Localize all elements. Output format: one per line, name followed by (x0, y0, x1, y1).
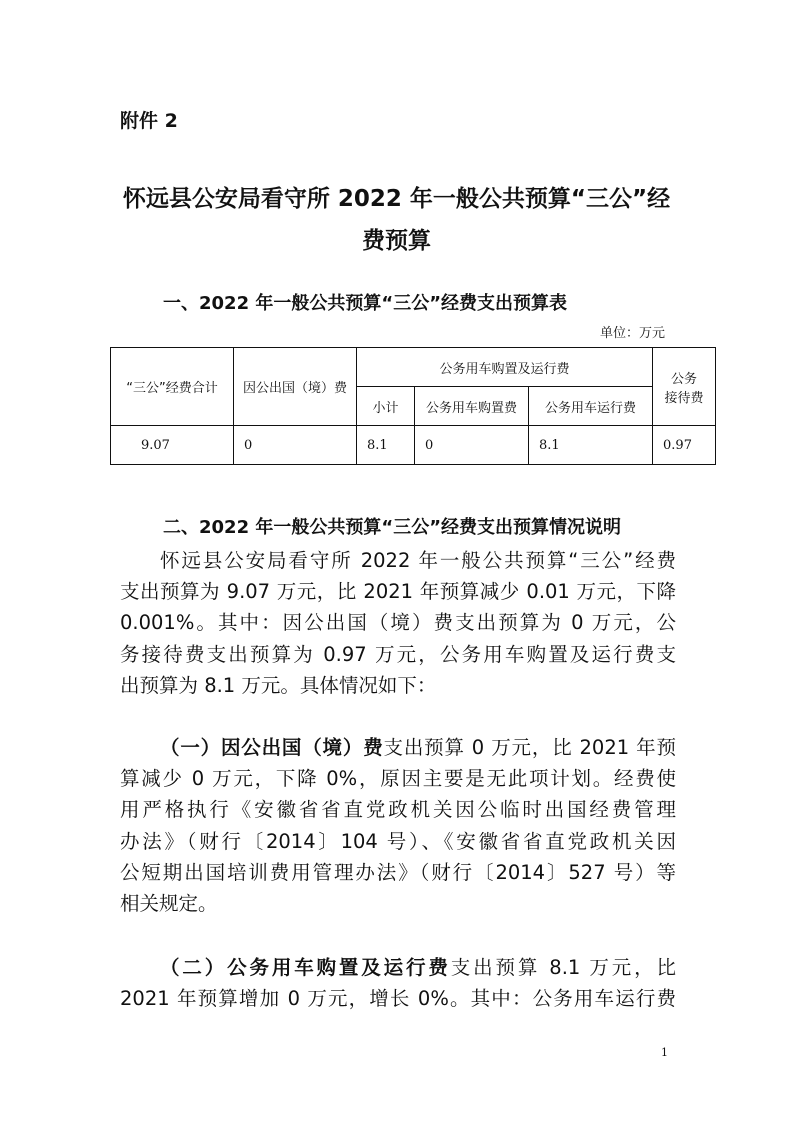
document-title-line2: 费预算 (362, 228, 431, 254)
header-reception (653, 348, 716, 426)
paragraph-line: 相关规定。 (120, 891, 218, 915)
header-total: “三公”经费合计 (111, 348, 234, 426)
paragraph-line (120, 732, 676, 763)
paragraph-text: 支出预算 0 万元，比 2021 年预 (383, 736, 676, 759)
paragraph-line: 支出预算为 9.07 万元，比 2021 年预算减少 0.01 万元，下降 (120, 580, 676, 604)
paragraph-line: 0.001%。其中：因公出国（境）费支出预算为 0 万元，公 (120, 611, 676, 635)
section2-heading: 二、2022 年一般公共预算“三公”经费支出预算情况说明 (163, 517, 622, 538)
value-subtotal: 8.1 (357, 426, 415, 465)
value-total: 9.07 (111, 426, 234, 465)
header-reception-line2: 接待费 (664, 390, 704, 406)
header-vehicle-operation: 公务用车运行费 (529, 387, 653, 426)
paragraph-line: 公短期出国培训费用管理办法》（财行〔2014〕527 号）等 (120, 860, 676, 884)
paragraph-vehicle (120, 952, 676, 1014)
header-vehicle-group: 公务用车购置及运行费 (357, 348, 653, 387)
page-number: 1 (661, 1046, 668, 1059)
paragraph-line: 怀远县公安局看守所 2022 年一般公共预算“三公”经费 (160, 549, 676, 572)
header-subtotal: 小计 (357, 387, 415, 426)
header-vehicle-purchase: 公务用车购置费 (415, 387, 529, 426)
paragraph-line: 用严格执行《安徽省省直党政机关因公临时出国经费管理 (120, 798, 676, 822)
paragraph-summary (120, 545, 676, 701)
value-vehicle-purchase: 0 (415, 426, 529, 465)
paragraph-text: 支出预算 8.1 万元，比 (450, 956, 676, 979)
value-reception: 0.97 (653, 426, 716, 465)
paragraph-line: 2021 年预算增加 0 万元，增长 0%。其中：公务用车运行费 (120, 987, 676, 1011)
budget-table (110, 347, 716, 465)
paragraph-bold-heading: （一）因公出国（境）费 (160, 736, 384, 759)
document-title-line1: 怀远县公安局看守所 2022 年一般公共预算“三公”经 (122, 186, 671, 212)
paragraph-line (120, 952, 676, 983)
section1-heading: 一、2022 年一般公共预算“三公”经费支出预算表 (163, 293, 568, 314)
paragraph-line: 出预算为 8.1 万元。具体情况如下： (120, 673, 437, 697)
unit-label: 单位：万元 (600, 326, 666, 341)
value-abroad: 0 (234, 426, 357, 465)
paragraph-line: 算减少 0 万元，下降 0%，原因主要是无此项计划。经费使 (120, 767, 676, 791)
paragraph-line: 务接待费支出预算为 0.97 万元，公务用车购置及运行费支 (120, 642, 676, 666)
table-header-row (111, 348, 716, 387)
paragraph-line: 办法》（财行〔2014〕104 号）、《安徽省省直党政机关因 (120, 829, 676, 853)
value-vehicle-operation: 8.1 (529, 426, 653, 465)
header-abroad: 因公出国（境）费 (234, 348, 357, 426)
table-row (111, 426, 716, 465)
attachment-label: 附件 2 (120, 110, 178, 132)
paragraph-abroad (120, 732, 676, 919)
paragraph-bold-heading: （二）公务用车购置及运行费 (160, 956, 451, 979)
header-reception-line1: 公务 (671, 371, 698, 387)
